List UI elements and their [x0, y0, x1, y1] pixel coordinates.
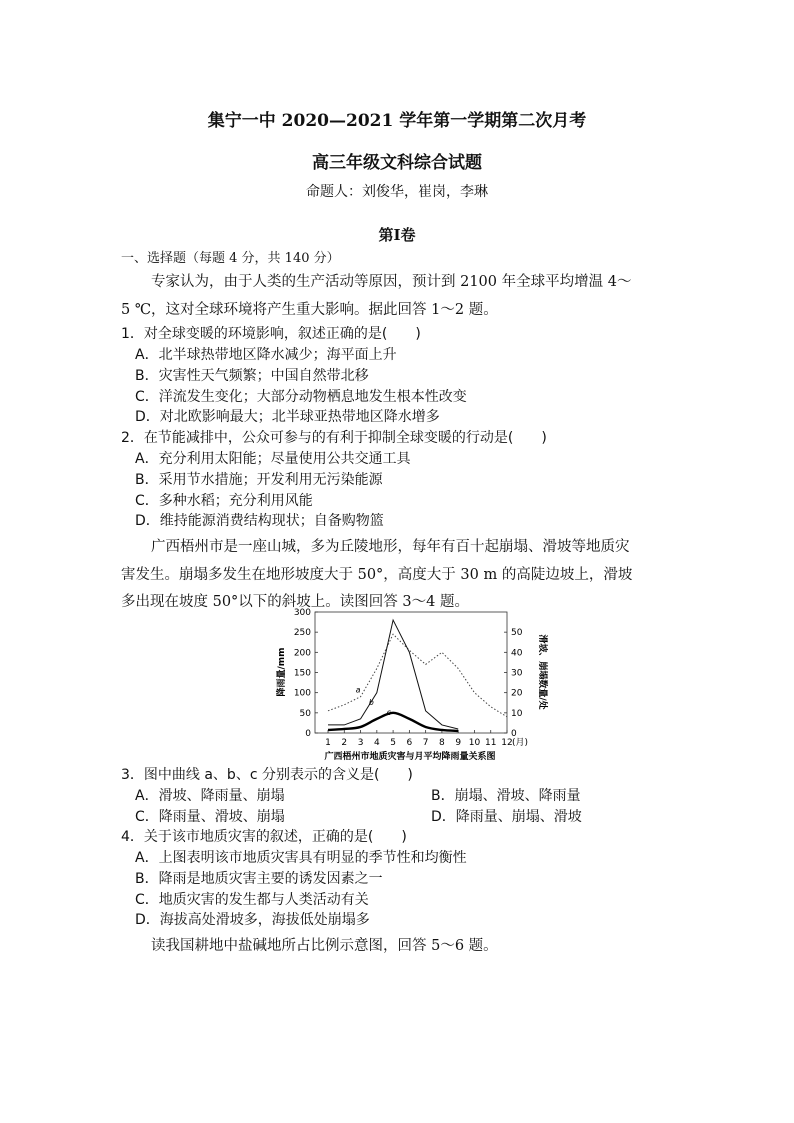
section-heading: 一、选择题（每题 4 分，共 140 分）	[121, 251, 340, 266]
q4-option-b: B．降雨是地质灾害主要的诱发因素之一	[135, 871, 383, 887]
q4-option-d: D．海拔高处滑坡多，海拔低处崩塌多	[135, 912, 370, 928]
exam-subtitle: 高三年级文科综合试题	[312, 153, 482, 173]
q3-stem: 3．图中曲线 a、b、c 分别表示的含义是( )	[121, 767, 413, 783]
x-tick-label: 11	[485, 738, 497, 748]
q3-option-d: D．降雨量、崩塌、滑坡	[431, 809, 582, 825]
passage1-line2: 5 ℃，这对全球环境将产生重大影响。据此回答 1～2 题。	[121, 302, 498, 318]
right-tick-label: 0	[511, 729, 517, 739]
chart-title: 广西梧州市地质灾害与月平均降雨量关系图	[324, 752, 496, 762]
left-tick-label: 200	[293, 648, 311, 659]
q2-option-b: B．采用节水措施；开发利用无污染能源	[135, 472, 383, 488]
volume-heading: 第Ⅰ卷	[378, 226, 416, 244]
x-axis-unit-label: (月)	[512, 738, 529, 748]
left-tick-label: 150	[293, 668, 311, 679]
x-tick-label: 12	[501, 738, 513, 748]
x-tick-label: 2	[341, 738, 348, 748]
x-tick-label: 4	[373, 738, 380, 748]
left-tick-label: 250	[293, 628, 311, 639]
x-tick-label: 1	[325, 738, 331, 748]
right-tick-label: 50	[511, 628, 523, 639]
q1-stem: 1．对全球变暖的环境影响，叙述正确的是( )	[121, 326, 421, 342]
q1-option-b: B．灾害性天气频繁；中国自然带北移	[135, 368, 369, 384]
right-axis-label: 滑坡、崩塌数量/处	[537, 634, 547, 710]
right-tick-label: 30	[511, 668, 523, 679]
left-tick-label: 100	[293, 688, 311, 699]
q1-option-d: D．对北欧影响最大；北半球亚热带地区降水增多	[135, 409, 440, 425]
x-tick-label: 6	[406, 738, 413, 748]
left-axis-label: 降雨量/mm	[277, 647, 287, 697]
q4-option-c: C．地质灾害的发生都与人类活动有关	[135, 892, 369, 908]
q4-stem: 4．关于该市地质灾害的叙述，正确的是( )	[121, 829, 407, 845]
x-tick-label: 10	[468, 738, 481, 748]
series-line-a	[328, 634, 507, 717]
exam-title: 集宁一中 2020—2021 学年第一学期第二次月考	[207, 111, 587, 131]
plot-frame	[315, 612, 507, 733]
passage1-line1: 专家认为，由于人类的生产活动等原因，预计到 2100 年全球平均增温 4～	[151, 274, 632, 290]
q3-option-a: A．滑坡、降雨量、崩塌	[135, 788, 285, 804]
passage3-line1: 读我国耕地中盐碱地所占比例示意图，回答 5～6 题。	[151, 938, 498, 954]
passage2-line1: 广西梧州市是一座山城，多为丘陵地形，每年有百十起崩塌、滑坡等地质灾	[151, 539, 630, 555]
q3-option-c: C．降雨量、滑坡、崩塌	[135, 809, 285, 825]
x-tick-label: 9	[455, 738, 462, 748]
q2-option-a: A．充分利用太阳能；尽量使用公共交通工具	[135, 451, 411, 467]
q4-option-a: A．上图表明该市地质灾害具有明显的季节性和均衡性	[135, 850, 467, 866]
q3-option-b: B．崩塌、滑坡、降雨量	[431, 788, 581, 804]
right-tick-label: 10	[511, 708, 523, 719]
x-tick-label: 7	[422, 738, 429, 748]
q2-option-c: C．多种水稻；充分利用风能	[135, 493, 313, 509]
x-tick-label: 5	[390, 738, 396, 748]
left-tick-label: 0	[305, 729, 311, 739]
x-tick-label: 8	[439, 738, 445, 748]
passage2-line2: 害发生。崩塌多发生在地形坡度大于 50°，高度大于 30 m 的高陡边坡上，滑坡	[121, 567, 633, 583]
left-tick-label: 50	[299, 708, 311, 719]
series-label-c: c	[386, 707, 391, 717]
exam-authors: 命题人：刘俊华，崔岗，李琳	[306, 184, 488, 200]
q1-option-a: A．北半球热带地区降水减少；海平面上升	[135, 347, 397, 363]
series-label-a: a	[355, 685, 361, 695]
series-label-b: b	[368, 697, 374, 707]
q1-option-c: C．洋流发生变化；大部分动物栖息地发生根本性改变	[135, 389, 467, 405]
x-tick-label: 3	[357, 738, 364, 748]
right-tick-label: 20	[511, 688, 523, 699]
passage2-line3: 多出现在坡度 50°以下的斜坡上。读图回答 3～4 题。	[121, 594, 469, 610]
disaster-rainfall-chart	[270, 608, 560, 764]
right-tick-label: 40	[511, 648, 523, 659]
left-tick-label: 300	[293, 608, 311, 618]
q2-option-d: D．维持能源消费结构现状；自备购物篮	[135, 513, 384, 529]
q2-stem: 2．在节能减排中，公众可参与的有利于抑制全球变暖的行动是( )	[121, 430, 547, 446]
